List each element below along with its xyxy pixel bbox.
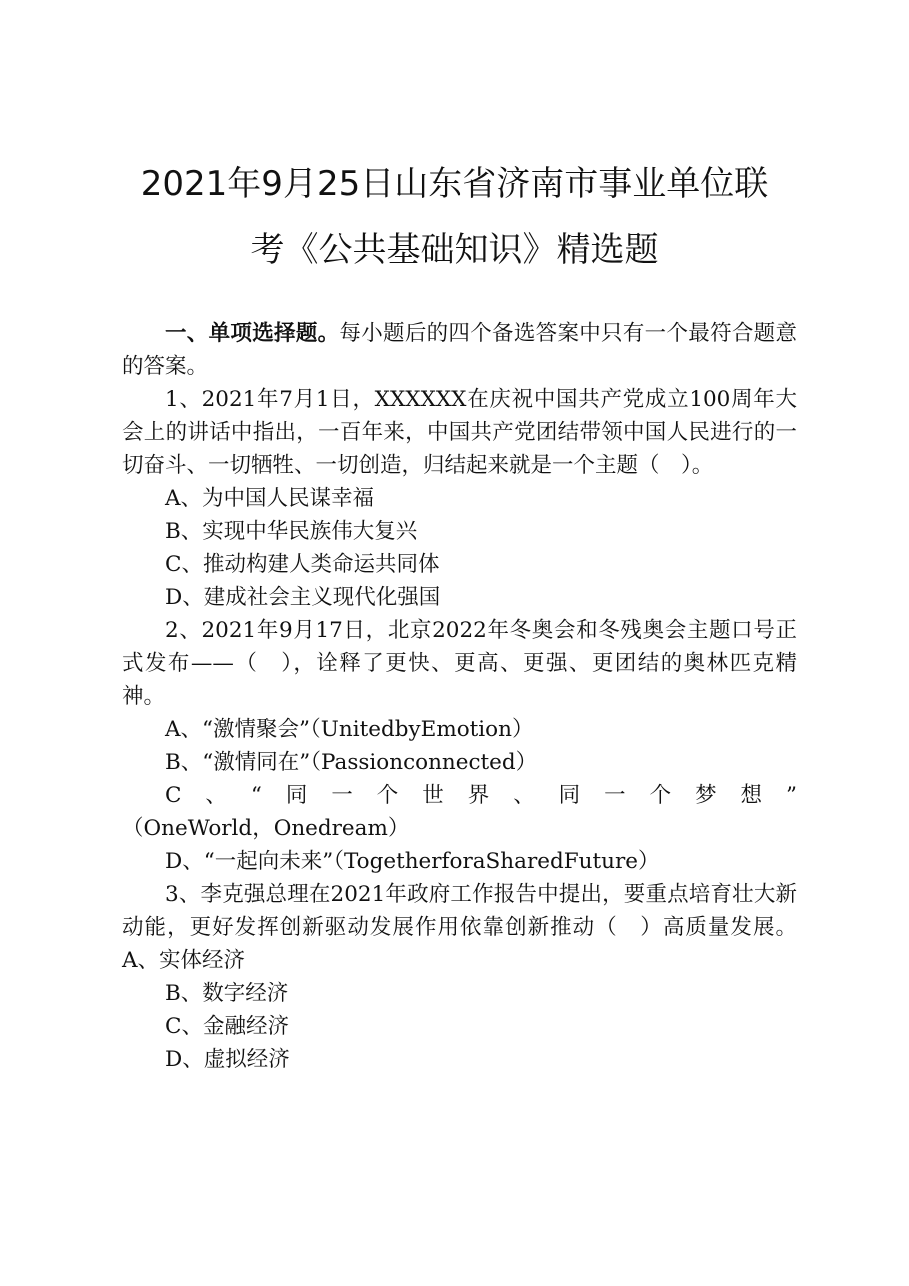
section-intro-paragraph [122,317,797,383]
section-intro: 每小题后的四个备选答案中只有一个最符合题意的答案。 [122,321,797,379]
question-1-option-a: A、为中国人民谋幸福 [165,486,375,511]
question-1-option-b: B、实现中华民族伟大复兴 [165,519,418,544]
question-3-option-d: D、虚拟经济 [165,1047,290,1072]
document-title-line-1: 2021年9月25日山东省济南市事业单位联 [140,164,769,204]
question-2-option-d: D、“一起向未来”（TogetherforaSharedFuture） [165,849,660,874]
question-3-option-c: C、金融经济 [165,1014,289,1039]
question-1-stem: 1、2021年7月1日，XXXXXX在庆祝中国共产党成立100周年大会上的讲话中指出，一百年来，中国共产党团结带领中国人民进行的一切奋斗、一切牺牲、一切创造，归结起来就是一个主题（ ）。 [122,387,797,478]
question-2-stem: 2、2021年9月17日，北京2022年冬奥会和冬残奥会主题口号正式发布——（ ），诠释了更快、更高、更强、更团结的奥林匹克精神。 [122,618,797,709]
question-3-stem: 3、李克强总理在2021年政府工作报告中提出，要重点培育壮大新动能，更好发挥创新驱动发展作用依靠创新推动（ ）高质量发展。A、实体经济 [122,882,797,973]
question-2-option-c-continued: （OneWorld，Onedream） [122,816,410,841]
question-2-option-c: C、“同一个世界、同一个梦想” [165,783,797,808]
question-2-option-b: B、“激情同在”（Passionconnected） [165,750,538,775]
question-3-option-b: B、数字经济 [165,981,289,1006]
document-body [122,317,797,1076]
question-2-option-a: A、“激情聚会”（UnitedbyEmotion） [165,717,534,742]
question-1-option-d: D、建成社会主义现代化强国 [165,585,441,610]
document-title-line-2: 考《公共基础知识》精选题 [250,230,659,270]
question-1-option-c: C、推动构建人类命运共同体 [165,552,440,577]
section-heading: 一、单项选择题。 [165,321,340,346]
